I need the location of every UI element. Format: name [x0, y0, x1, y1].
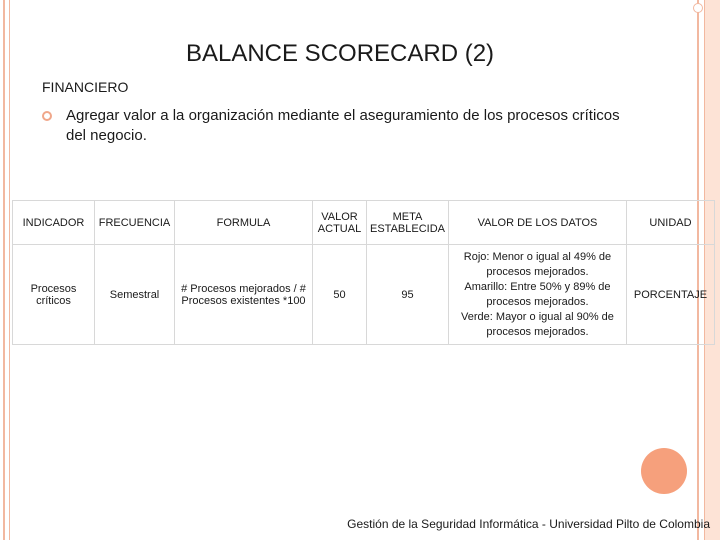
scorecard-table: [12, 200, 715, 345]
range-red: Rojo: Menor o igual al 49% de procesos mejorados.: [463, 250, 612, 278]
cell-frecuencia: Semestral: [95, 245, 175, 345]
table-header-row: [13, 201, 715, 245]
corner-circle-icon: [693, 3, 703, 13]
cell-valor-datos: [448, 245, 626, 345]
left-border-line-inner: [9, 0, 10, 540]
header-indicador: INDICADOR: [13, 201, 95, 245]
header-unidad: UNIDAD: [626, 201, 714, 245]
range-yellow: Amarillo: Entre 50% y 89% de procesos mejorados.: [464, 280, 611, 308]
header-formula: FORMULA: [175, 201, 313, 245]
left-border-line: [3, 0, 5, 540]
bullet-circle-icon: [42, 111, 52, 121]
bullet-text: Agregar valor a la organización mediante el aseguramiento de los procesos críticos del negocio.: [66, 107, 620, 144]
decorative-orange-circle: [641, 448, 687, 494]
cell-meta: 95: [367, 245, 449, 345]
cell-unidad: PORCENTAJE: [626, 245, 714, 345]
bullet-item: [42, 106, 642, 146]
section-heading: FINANCIERO: [42, 79, 129, 95]
cell-formula: # Procesos mejorados / # Procesos existentes *100: [175, 245, 313, 345]
header-frecuencia: FRECUENCIA: [95, 201, 175, 245]
cell-valor-actual: 50: [313, 245, 367, 345]
header-valor-actual: VALOR ACTUAL: [313, 201, 367, 245]
header-meta: META ESTABLECIDA: [367, 201, 449, 245]
slide-title: BALANCE SCORECARD (2): [185, 40, 495, 67]
table-row: [13, 245, 715, 345]
header-valor-datos: VALOR DE LOS DATOS: [448, 201, 626, 245]
range-green: Verde: Mayor o igual al 90% de procesos mejorados.: [461, 310, 614, 338]
footer-text: Gestión de la Seguridad Informática - Universidad Pilto de Colombia: [347, 517, 710, 531]
cell-indicador: Procesos críticos: [13, 245, 95, 345]
